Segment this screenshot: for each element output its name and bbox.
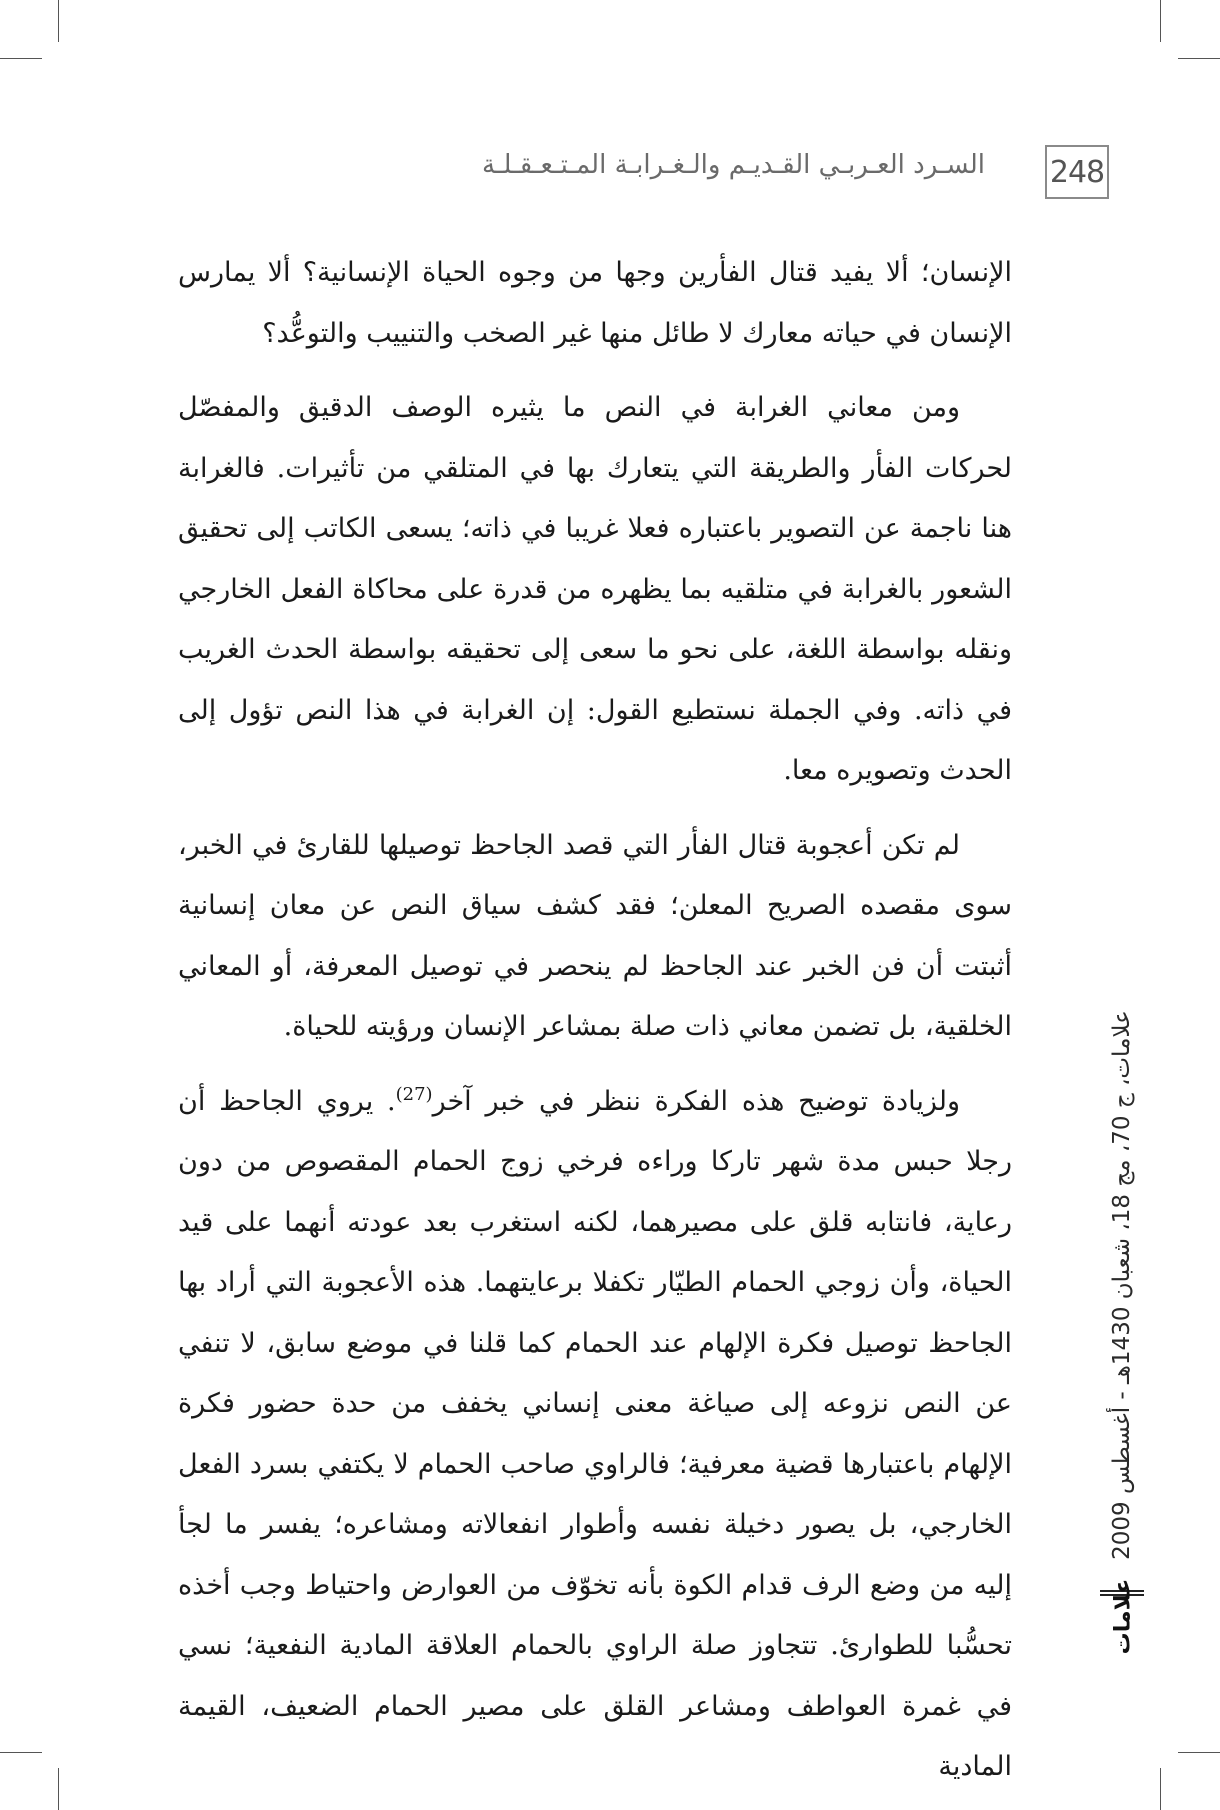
footnote-reference[interactable]: (27) <box>395 1083 433 1105</box>
paragraph <box>178 1072 1012 1798</box>
paragraph-text: ولزيادة توضيح هذه الفكرة ننظر في خبر آخر <box>432 1085 960 1117</box>
issue-info-text: علامات، ج 70، مج 18، شعبان 1430هـ - أغسطس 2009 <box>1109 1010 1135 1560</box>
journal-logo-text: علامات <box>1110 1578 1136 1654</box>
paragraph-text: . يروي الجاحظ أن رجلا حبس مدة شهر تاركا وراءه فرخي زوج الحمام المقصوص من دون رعاية، فانتابه قلق على مصيرهما، لكنه استغرب بعد عودته أنهما على قيد الحياة، وأن زوجي الحمام الطيّار تكفلا برعايتهما. هذه الأعجوبة التي أراد بها الجاحظ توصيل فكرة الإلهام عند الحمام كما قلنا في موضع سابق، لا تنفي عن النص نزوعه إلى صياغة معنى إنساني يخفف من حدة حضور فكرة الإلهام باعتبارها قضية معرفية؛ فالراوي صاحب الحمام لا يكتفي بسرد الفعل الخارجي، بل يصور دخيلة نفسه وأطوار انفعالاته ومشاعره؛ يفسر ما لجأ إليه من وضع الرف قدام الكوة بأنه تخوّف من العوارض واحتياط وجب أخذه تحسُّبا للطوارئ. تتجاوز صلة الراوي بالحمام العلاقة المادية النفعية؛ نسي في غمرة العواطف ومشاعر القلق على مصير الحمام الضعيف، القيمة المادية <box>178 1085 1012 1782</box>
crop-mark <box>58 1768 59 1810</box>
running-title: السـرد العـربـي القـديـم والـغـرابـة المـتـعـقـلـة <box>481 150 985 180</box>
journal-logo <box>1100 1578 1146 1654</box>
crop-mark <box>1178 1752 1220 1753</box>
paragraph: الإنسان؛ ألا يفيد قتال الفأرين وجها من وجوه الحياة الإنسانية؟ ألا يمارس الإنسان في حياته معارك لا طائل منها غير الصخب والتنييب والتوعُّد؟ <box>178 257 1012 349</box>
body-text <box>178 243 1012 1798</box>
crop-mark <box>1178 58 1220 59</box>
crop-mark <box>1160 0 1161 42</box>
page-number: 248 <box>1045 145 1109 199</box>
issue-info <box>1107 985 1137 1585</box>
crop-mark <box>1160 1768 1161 1810</box>
crop-mark <box>58 0 59 42</box>
paragraph: ومن معاني الغرابة في النص ما يثيره الوصف الدقيق والمفصّل لحركات الفأر والطريقة التي يتعارك بها في المتلقي من تأثيرات. فالغرابة هنا ناجمة عن التصوير باعتباره فعلا غريبا في ذاته؛ يسعى الكاتب إلى تحقيق الشعور بالغرابة في متلقيه بما يظهره من قدرة على محاكاة الفعل الخارجي ونقله بواسطة اللغة، على نحو ما سعى إلى تحقيقه بواسطة الحدث الغريب في ذاته. وفي الجملة نستطيع القول: إن الغرابة في هذا النص تؤول إلى الحدث وتصويره معا. <box>178 392 1012 786</box>
paragraph: لم تكن أعجوبة قتال الفأر التي قصد الجاحظ توصيلها للقارئ في الخبر، سوى مقصده الصريح المعلن؛ فقد كشف سياق النص عن معان إنسانية أثبتت أن فن الخبر عند الجاحظ لم ينحصر في توصيل المعرفة، أو المعاني الخلقية، بل تضمن معاني ذات صلة بمشاعر الإنسان ورؤيته للحياة. <box>178 829 1012 1042</box>
crop-mark <box>0 58 42 59</box>
crop-mark <box>0 1752 42 1753</box>
